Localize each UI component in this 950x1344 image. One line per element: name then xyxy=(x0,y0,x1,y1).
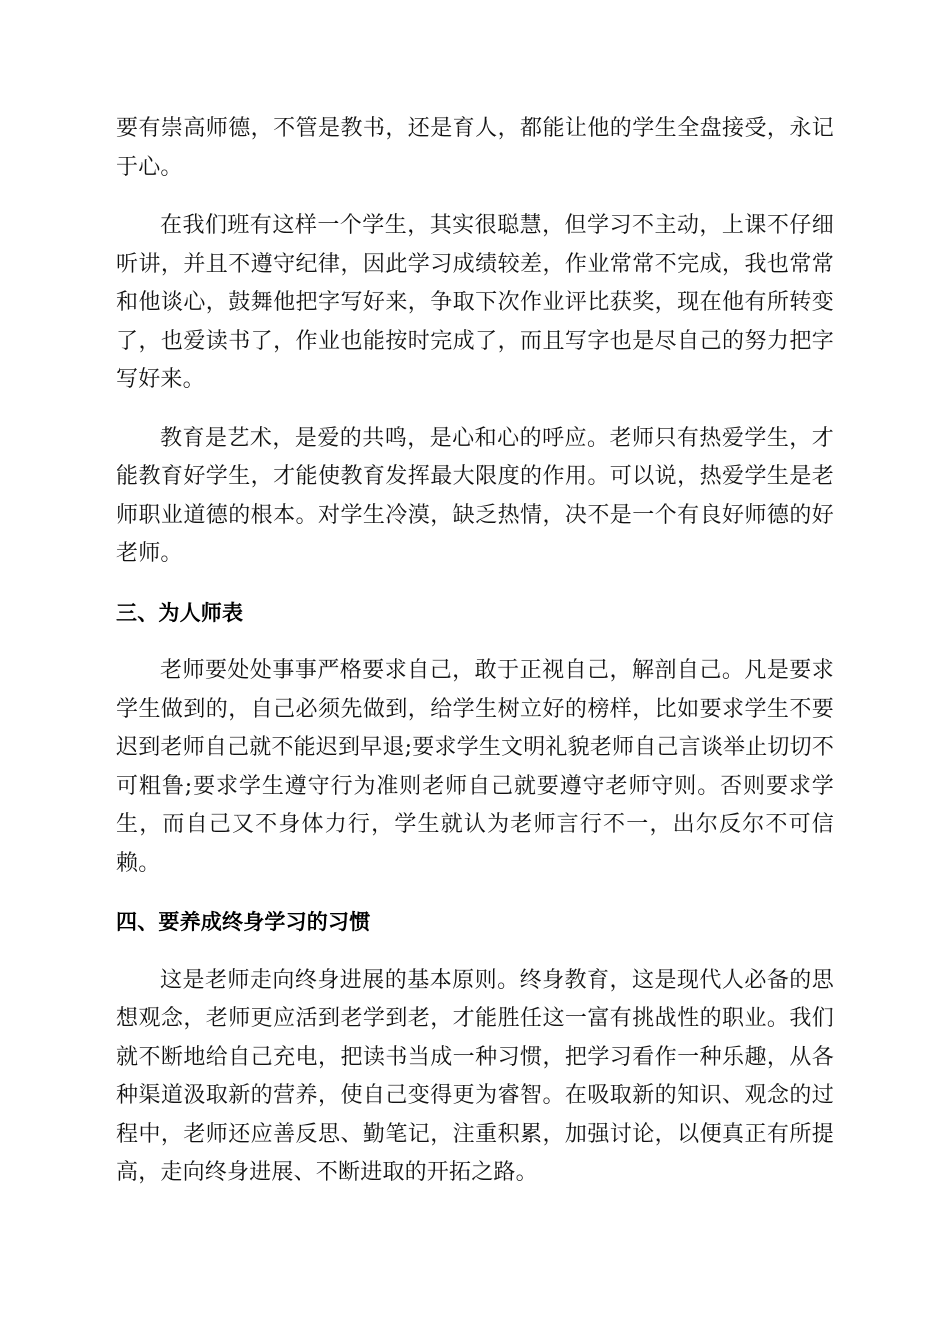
section-heading-role-model: 三、为人师表 xyxy=(116,600,244,625)
paragraph-student-example: 在我们班有这样一个学生，其实很聪慧，但学习不主动，上课不仔细听讲，并且不遵守纪律，因此学习成绩较差，作业常常不完成，我也常常和他谈心，鼓舞他把字写好来，争取下次作业评比获奖，现在他有所转变了，也爱读书了，作业也能按时完成了，而且写字也是尽自己的努力把字写好来。 xyxy=(116,213,834,392)
paragraph-education-is-art: 教育是艺术，是爱的共鸣，是心和心的呼应。老师只有热爱学生，才能教育好学生，才能使教育发挥最大限度的作用。可以说，热爱学生是老师职业道德的根本。对学生冷漠，缺乏热情，决不是一个有良好师德的好老师。 xyxy=(116,425,834,566)
paragraph-continuation: 要有崇高师德，不管是教书，还是育人，都能让他的学生全盘接受，永记于心。 xyxy=(116,116,834,180)
document-body xyxy=(116,110,834,1193)
paragraph-lifelong-learning: 这是老师走向终身进展的基本原则。终身教育，这是现代人必备的思想观念，老师更应活到老学到老，才能胜任这一富有挑战性的职业。我们就不断地给自己充电，把读书当成一种习惯，把学习看作一种乐趣，从各种渠道汲取新的营养，使自己变得更为睿智。在吸取新的知识、观念的过程中，老师还应善反思、勤笔记，注重积累，加强讨论，以便真正有所提高，走向终身进展、不断进取的开拓之路。 xyxy=(116,967,834,1185)
paragraph-role-model: 老师要处处事事严格要求自己，敢于正视自己，解剖自己。凡是要求学生做到的，自己必须先做到，给学生树立好的榜样，比如要求学生不要迟到老师自己就不能迟到早退;要求学生文明礼貌老师自己言谈举止切切不可粗鲁;要求学生遵守行为准则老师自己就要遵守老师守则。否则要求学生，而自己又不身体力行，学生就认为老师言行不一，出尔反尔不可信赖。 xyxy=(116,658,835,876)
section-heading-lifelong-learning: 四、要养成终身学习的习惯 xyxy=(116,910,371,934)
